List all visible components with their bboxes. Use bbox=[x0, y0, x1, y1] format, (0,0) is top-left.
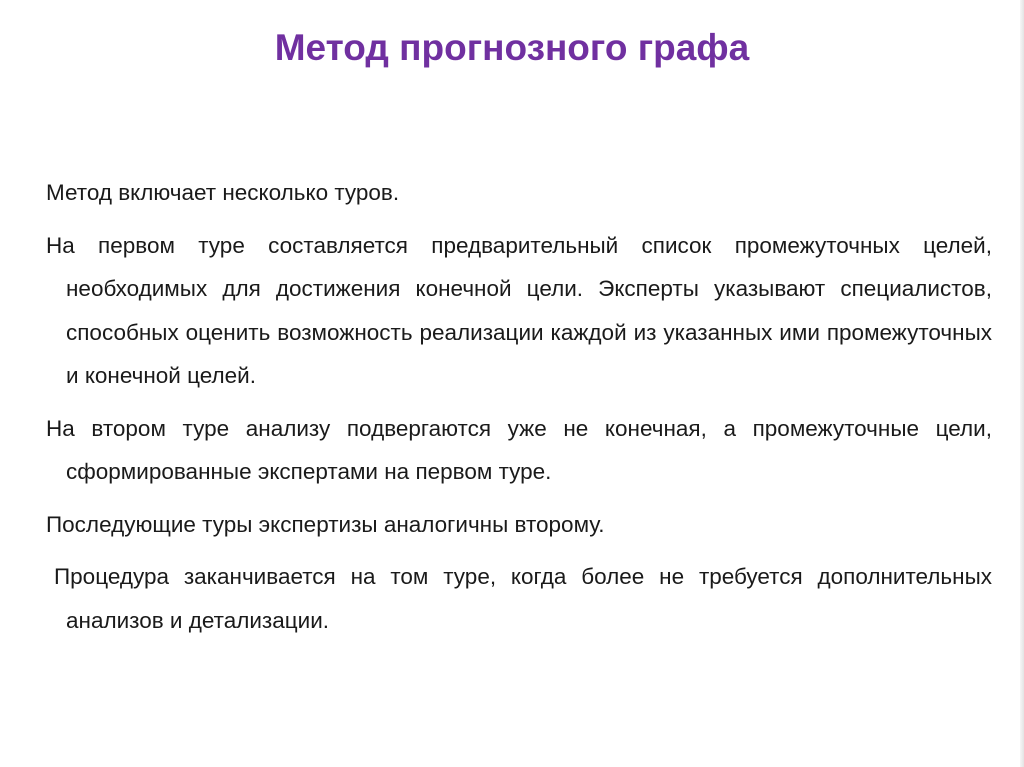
paragraph-intro: Метод включает несколько туров. bbox=[46, 180, 400, 205]
paragraph-second-round: На втором туре анализу подвергаются уже не конечная, а промежуточные цели, сформированные экспертами на первом туре. bbox=[46, 415, 992, 484]
paragraph-subsequent-rounds: Последующие туры экспертизы аналогичны второму. bbox=[46, 511, 605, 537]
paragraph-procedure-end: Процедура заканчивается на том туре, когда более не требуется дополнительных анализов и детализации. bbox=[54, 564, 992, 633]
slide-body bbox=[46, 171, 992, 651]
slide-title: Метод прогнозного графа bbox=[274, 27, 750, 68]
paragraph-first-round: На первом туре составляется предварительный список промежуточных целей, необходимых для достижения конечной цели. Эксперты указывают специалистов, способных оценить возможность реализации каждой из указанных ими промежуточных и конечной целей. bbox=[46, 232, 992, 388]
slide-edge-shadow bbox=[1020, 0, 1024, 767]
